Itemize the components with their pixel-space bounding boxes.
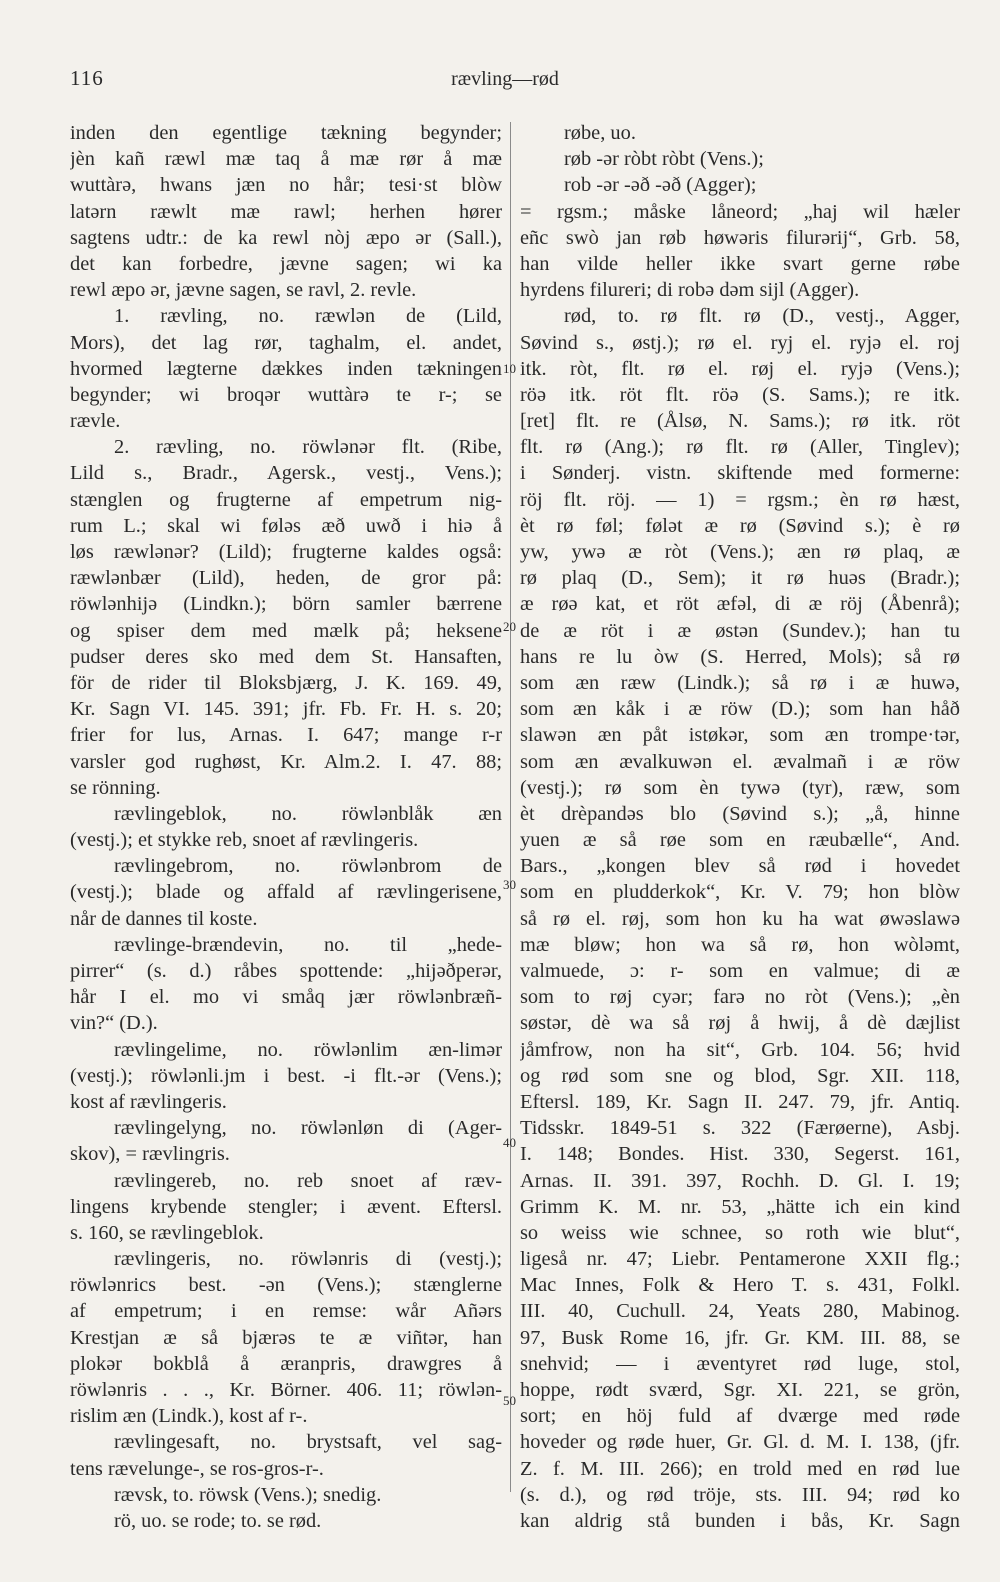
text-line: rævlingereb, no. reb snoet af ræv- — [114, 1169, 502, 1192]
text-line: og spiser dem med mælk på; heksene — [70, 619, 502, 642]
text-line: rø plaq (D., Sem); it rø huəs (Bradr.); — [520, 567, 960, 590]
text-line: Søvind s., østj.); rø el. ryj el. ryjə el. roj — [520, 331, 960, 354]
text-line: itk. ròt, flt. rø el. røj el. ryjə (Vens.); — [520, 357, 960, 380]
text-line: röwlənhijə (Lindkn.); börn samler bærrene — [70, 593, 502, 616]
text-line: jåmfrow, non ha sit“, Grb. 104. 56; hvid — [520, 1038, 960, 1061]
text-line: de æ röt i æ østən (Sundev.); han tu — [520, 619, 960, 642]
text-line: så rø el. røj, som hon ku ha wat øwəslawə — [520, 907, 960, 930]
text-line: pudser deres sko med dem St. Hansaften, — [70, 645, 502, 668]
text-line: hoveder og røde huer, Gr. Gl. d. M. I. 138, (jfr. — [520, 1431, 960, 1454]
text-line: inden den egentlige tækning begynder; — [70, 122, 502, 144]
text-line: se rönning. — [70, 776, 161, 799]
line-number-20: 20 — [503, 619, 516, 634]
text-line: vin?“ (D.). — [70, 1012, 158, 1035]
text-line: rum L.; skal wi føləs æð uwð i hiə å — [70, 514, 502, 537]
text-line: Grimm K. M. nr. 53, „hätte ich ein kind — [520, 1195, 960, 1218]
text-line: rævsk, to. röwsk (Vens.); snedig. — [114, 1483, 382, 1506]
text-line: sagtens udtr.: de ka rewl nòj æpo ər (Sall.), — [70, 226, 502, 249]
text-line: tens rævelunge-, se ros-gros-r-. — [70, 1457, 324, 1480]
text-line: skov), = rævlingris. — [70, 1143, 230, 1166]
text-line: varsler god rughøst, Kr. Alm.2. I. 47. 88; — [70, 750, 502, 773]
text-line: som æn ævalkuwən el. ævalmañ i æ röw — [520, 750, 960, 773]
text-line: hår I el. mo vi småq jær röwlənbræñ- — [70, 986, 502, 1009]
text-line: jèn kañ ræwl mæ taq å mæ rør å mæ — [70, 148, 502, 171]
page-number: 116 — [70, 66, 104, 90]
text-line: rævlingebrom, no. röwlənbrom de — [114, 855, 502, 878]
text-line: rislim æn (Lindk.), kost af r-. — [70, 1405, 308, 1428]
text-line: rævlingeris, no. röwlənris di (vestj.); — [114, 1248, 502, 1271]
text-line: (vestj.); et stykke reb, snoet af rævlingeris. — [70, 829, 419, 852]
line-number-10: 10 — [503, 361, 516, 376]
text-line: valmuede, ɔ: r- som en valmue; di æ — [520, 960, 960, 982]
text-line: (vestj.); rø som èn tywə (tyr), ræw, som — [520, 776, 960, 799]
text-line: röwlənris . . ., Kr. Börner. 406. 11; röwlən- — [70, 1379, 502, 1401]
text-line: løs ræwlənər? (Lild); frugterne kaldes også: — [70, 541, 502, 563]
text-line: pirrer“ (s. d.) råbes spottende: „hijəðperər, — [70, 960, 502, 982]
text-line: röj flt. röj. — 1) = rgsm.; èn rø hæst, — [520, 488, 960, 511]
text-line: Kr. Sagn VI. 145. 391; jfr. Fb. Fr. H. s. 20; — [70, 698, 502, 721]
text-line: plokər bokblå å æranpris, drawgres å — [70, 1352, 502, 1375]
line-number-50: 50 — [503, 1393, 516, 1408]
text-line: èt rø føl; følət æ rø (Søvind s.); è rø — [520, 514, 960, 537]
text-line: rød, to. rø flt. rø (D., vestj., Agger, — [564, 305, 960, 328]
text-line: so weiss wie schnee, so roth wie blut“, — [520, 1221, 960, 1244]
text-line: stænglen og frugterne af empetrum nig- — [70, 488, 502, 511]
text-line: (vestj.); blade og affald af rævlingerisene, — [70, 881, 502, 904]
text-line: Krestjan æ så bjærəs te æ viñtər, han — [70, 1326, 502, 1349]
text-line: han vilde heller ikke svart gerne røbe — [520, 252, 960, 275]
text-line: 1. rævling, no. ræwlən de (Lild, — [114, 305, 502, 328]
text-line: Arnas. II. 391. 397, Rochh. D. Gl. I. 19; — [520, 1169, 960, 1192]
text-line: begynder; wi broqər wuttàrə te r-; se — [70, 383, 502, 406]
text-line: rævlinge-brændevin, no. til „hede- — [114, 933, 502, 956]
page-header — [70, 66, 940, 96]
text-line: søstər, dè wa så røj å hwij, å dè dæjlist — [520, 1012, 960, 1035]
text-line: Lild s., Bradr., Agersk., vestj., Vens.); — [70, 462, 502, 485]
text-line: (s. d.), og rød tröje, sts. III. 94; rød ko — [520, 1483, 960, 1506]
text-line: eñc swò jan røb høwəris filurərij“, Grb. 58, — [520, 226, 960, 249]
text-line: som æn kåk i æ röw (D.); som han håð — [520, 698, 960, 721]
text-line: som en pludderkok“, Kr. V. 79; hon blòw — [520, 881, 960, 904]
text-line: slawən æn påt istøkər, som æn trompe·tər, — [520, 724, 960, 747]
text-line: èt drèpandəs blo (Søvind s.); „å, hinne — [520, 802, 960, 825]
text-line: [ret] flt. re (Ålsø, N. Sams.); rø itk. röt — [520, 410, 960, 433]
text-line: 97, Busk Rome 16, jfr. Gr. KM. III. 88, se — [520, 1326, 960, 1349]
text-line: hyrdens filureri; di robə dəm sijl (Agger). — [520, 279, 860, 302]
text-line: yuen æ så røe som en ræubælle“, And. — [520, 829, 960, 852]
text-line: af empetrum; i en remse: wår Añərs — [70, 1300, 502, 1323]
text-line: hoppe, rødt sværd, Sgr. XI. 221, se grön, — [520, 1379, 960, 1401]
text-line: Mors), det lag rør, taghalm, el. andet, — [70, 331, 502, 354]
text-line: røb -ər ròbt ròbt (Vens.); — [564, 148, 764, 171]
text-line: det kan forbedre, jævne sagen; wi ka — [70, 252, 502, 275]
text-line: Mac Innes, Folk & Hero T. s. 431, Folkl. — [520, 1274, 960, 1297]
text-line: kan aldrig stå bunden i bås, Kr. Sagn — [520, 1509, 960, 1532]
text-line: ræwlənbær (Lild), heden, de gror på: — [70, 567, 502, 590]
text-line: frier for lus, Arnas. I. 647; mange r-r — [70, 724, 502, 747]
text-line: röə itk. röt flt. röə (S. Sams.); re itk. — [520, 383, 960, 406]
text-line: i Sønderj. vistn. skiftende med formerne: — [520, 462, 960, 485]
text-line: för de rider til Bloksbjærg, J. K. 169. 49, — [70, 671, 502, 694]
text-line: rö, uo. se rode; to. se rød. — [114, 1509, 322, 1532]
text-line: s. 160, se rævlingeblok. — [70, 1221, 264, 1244]
text-line: hans re lu òw (S. Herred, Mols); så rø — [520, 645, 960, 668]
text-line: sort; en höj fuld af dværge med røde — [520, 1405, 960, 1428]
text-line: Bars., „kongen blev så rød i hovedet — [520, 855, 960, 878]
text-line: røbe, uo. — [564, 122, 636, 144]
text-line: æ røə kat, et röt æfəl, di æ röj (Åbenrå); — [520, 593, 960, 616]
text-line: rævle. — [70, 410, 121, 433]
running-head: rævling—rød — [451, 68, 559, 90]
text-line: Z. f. M. III. 266); en trold med en rød lue — [520, 1457, 960, 1480]
text-line: mæ bløw; hon wa så rø, hon wòləmt, — [520, 933, 960, 956]
text-line: som to røj cyər; farə no ròt (Vens.); „èn — [520, 986, 960, 1009]
text-line: rævlingelyng, no. röwlənløn di (Ager- — [114, 1117, 502, 1140]
column-divider — [510, 122, 511, 1492]
text-line: röwlənrics best. -ən (Vens.); stænglerne — [70, 1274, 502, 1297]
line-number-30: 30 — [503, 877, 516, 892]
text-line: hvormed lægterne dækkes inden tækningen — [70, 357, 502, 380]
text-line: yw, ywə æ ròt (Vens.); æn rø plaq, æ — [520, 541, 960, 563]
text-line: som æn ræw (Lindk.); så rø i æ huwə, — [520, 671, 960, 694]
text-line: wuttàrə, hwans jæn no hår; tesi·st blòw — [70, 174, 502, 197]
text-line: latərn ræwlt mæ rawl; herhen hører — [70, 200, 502, 223]
text-line: III. 40, Cuchull. 24, Yeats 280, Mabinog. — [520, 1300, 960, 1323]
text-line: Tidsskr. 1849-51 s. 322 (Færøerne), Asbj. — [520, 1117, 960, 1140]
text-line: når de dannes til koste. — [70, 907, 258, 930]
text-line: rævlingelime, no. röwlənlim æn-limər — [114, 1038, 502, 1061]
text-line: snehvid; — i æventyret rød luge, stol, — [520, 1352, 960, 1375]
line-number-40: 40 — [503, 1135, 516, 1150]
text-line: Eftersl. 189, Kr. Sagn II. 247. 79, jfr. Antiq. — [520, 1090, 960, 1113]
text-line: (vestj.); röwlənli.jm i best. -i flt.-ər (Vens.); — [70, 1064, 502, 1087]
text-line: rob -ər -əð -əð (Agger); — [564, 174, 757, 197]
text-line: rævlingesaft, no. brystsaft, vel sag- — [114, 1431, 502, 1454]
text-line: rævlingeblok, no. röwlənblåk æn — [114, 802, 502, 825]
text-line: rewl æpo ər, jævne sagen, se ravl, 2. revle. — [70, 279, 417, 302]
text-line: I. 148; Bondes. Hist. 330, Segerst. 161, — [520, 1143, 960, 1166]
text-line: flt. rø (Ang.); rø flt. rø (Aller, Tinglev); — [520, 436, 960, 459]
text-line: = rgsm.; måske låneord; „haj wil hæler — [520, 200, 960, 223]
text-line: ligeså nr. 47; Liebr. Pentamerone XXII flg.; — [520, 1248, 960, 1271]
text-line: kost af rævlingeris. — [70, 1090, 227, 1113]
text-line: og rød som sne og blod, Sgr. XII. 118, — [520, 1064, 960, 1087]
right-column — [520, 120, 960, 1534]
text-line: 2. rævling, no. röwlənər flt. (Ribe, — [114, 436, 502, 459]
left-column — [70, 120, 502, 1534]
text-line: lingens krybende stengler; i ævent. Eftersl. — [70, 1195, 502, 1218]
